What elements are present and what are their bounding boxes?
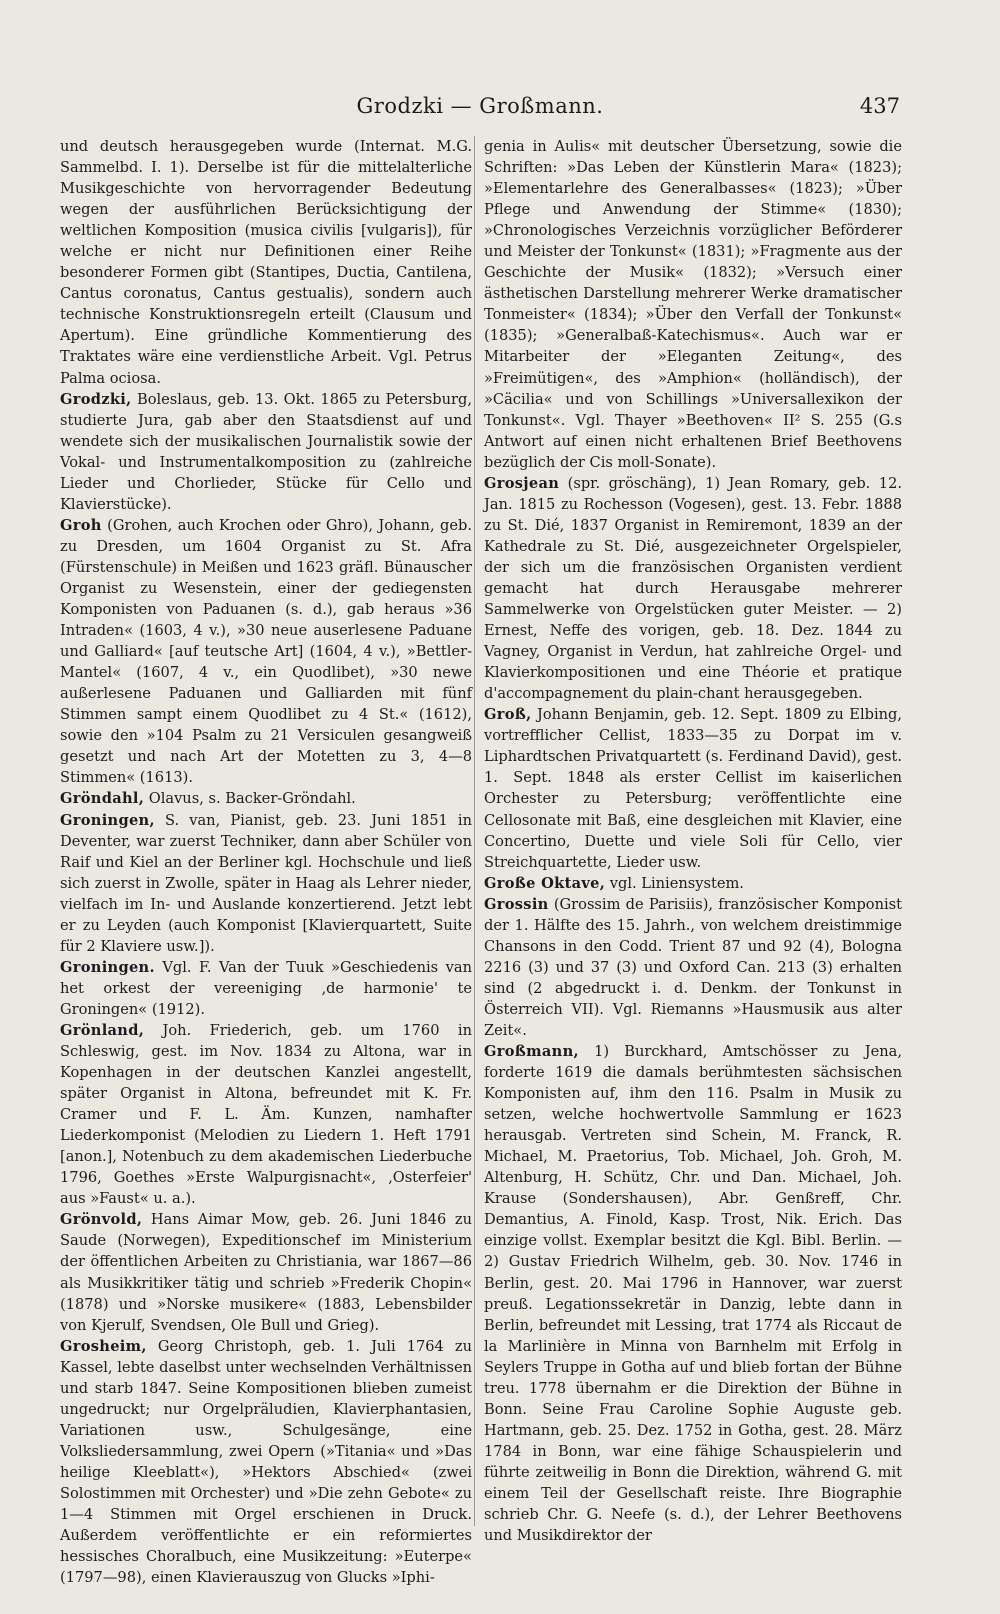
- entry-grosheim: [60, 1336, 472, 1589]
- entry-lemma: Groh: [60, 516, 102, 534]
- page-number: 437: [859, 94, 900, 118]
- continuation-text: und deutsch herausgegeben wurde (Internat. M.G. Sammelbd. I. 1). Derselbe ist für die mittelalterliche Musikgeschichte von hervorragender Bedeutung wegen der ausführlichen Berücksichtigung der weltlichen Komposition (musica civilis [vulgaris]), für welche er nicht nur Definitionen einer Reihe besonderer Formen gibt (Stantipes, Ductia, Cantilena, Cantus coronatus, Cantus gestualis), sondern auch technische Konstruktionsregeln erteilt (Clausum und Apertum). Eine gründliche Kommentierung des Traktates wäre eine verdienstliche Arbeit. Vgl. Petrus Palma ociosa.: [60, 138, 472, 387]
- entry-lemma: Grossin: [484, 895, 549, 913]
- entry-text: Joh. Friederich, geb. um 1760 in Schleswig, gest. im Nov. 1834 zu Altona, war in Kopenhagen in der deutschen Kanzlei angestellt, später Organist in Altona, befreundet mit K. Fr. Cramer und F. L. Äm. Kunzen, namhafter Liederkomponist (Melodien zu Liedern 1. Heft 1791 [anon.], Notenbuch zu dem akademischen Liederbuche 1796, Goethes »Erste Walpurgisnacht«, ‚Osterfeier' aus »Faust« u. a.).: [60, 1021, 473, 1208]
- right-column: [484, 136, 902, 1546]
- entry-text: (spr. gröschäng), 1) Jean Romary, geb. 12. Jan. 1815 zu Rochesson (Vogesen), gest. 13. Febr. 1888 zu St. Dié, 1837 Organist in Remiremont, 1839 an der Kathedrale zu St. Dié, ausgezeichneter Orgelspieler, der sich um die französischen Organisten verdient gemacht hat durch Herausgabe mehrerer Sammelwerke von Orgelstücken guter Meister. — 2) Ernest, Neffe des vorigen, geb. 18. Dez. 1844 zu Vagney, Organist in Verdun, hat zahlreiche Orgel- und Klavierkompositionen und eine Théorie et pratique d'accompagnement du plain-chant herausgegeben.: [484, 474, 903, 703]
- entry-grodzki: [60, 389, 472, 515]
- entry-text: Olavus, s. Backer-Gröndahl.: [148, 790, 356, 808]
- entry-text: Johann Benjamin, geb. 12. Sept. 1809 zu Elbing, vortrefflicher Cellist, 1833—35 zu Dorpat im v. Liphardtschen Privatquartett (s. Ferdinand David), gest. 1. Sept. 1848 als erster Cellist im kaiserlichen Orchester zu Petersburg; veröffentlichte eine Cellosonate mit Baß, eine desgleichen mit Klavier, eine Concertino, Duette und viele Soli für Cello, vier Streichquartette, Lieder usw.: [484, 706, 903, 871]
- entry-groningen-1: [60, 810, 472, 957]
- entry-text: Georg Christoph, geb. 1. Juli 1764 zu Kassel, lebte daselbst unter wechselnden Verhältnissen und starb 1847. Seine Kompositionen blieben zumeist ungedruckt; nur Orgelpräludien, Klavierphantasien, Variationen usw., Schulgesänge, eine Volksliedersammlung, zwei Opern (»Titania« und »Das heilige Kleeblatt«), »Hektors Abschied« (zwei Solostimmen mit Orchester) und »Die zehn Gebote« zu 1—4 Stimmen mit Orgel erschienen in Druck. Außerdem veröffentlichte er ein reformiertes hessisches Choralbuch, eine Musikzeitung: »Euterpe« (1797—98), einen Klavierauszug von Glucks »Iphi-: [60, 1337, 472, 1587]
- continuation-text: genia in Aulis« mit deutscher Übersetzung, sowie die Schriften: »Das Leben der Künstlerin Mara« (1823); »Elementarlehre des Generalbasses« (1823); »Über Pflege und Anwendung der Stimme« (1830); »Chronologisches Verzeichnis vorzüglicher Beförderer und Meister der Tonkunst« (1831); »Fragmente aus der Geschichte der Musik« (1832); »Versuch einer ästhetischen Darstellung mehrerer Werke dramatischer Tonmeister« (1834); »Über den Verfall der Tonkunst« (1835); »Generalbaß-Katechismus«. Auch war er Mitarbeiter der »Eleganten Zeitung«, des »Freimütigen«, des »Amphion« (holländisch), der »Cäcilia« und von Schillings »Universallexikon der Tonkunst«. Vgl. Thayer »Beethoven« II² S. 255 (G.s Antwort auf einen nicht erhaltenen Brief Beethovens bezüglich der Cis moll-Sonate).: [484, 138, 902, 471]
- entry-lemma: Grönvold,: [60, 1211, 143, 1229]
- entry-groh: [60, 515, 472, 789]
- entry-lemma: Groningen,: [60, 811, 155, 829]
- header-title: Grodzki — Großmann.: [356, 94, 604, 118]
- entry-groenland: [60, 1020, 472, 1209]
- entry-groenvold: [60, 1209, 472, 1335]
- entry-text: Hans Aimar Mow, geb. 26. Juni 1846 zu Saude (Norwegen), Expeditionschef im Ministerium der öffentlichen Arbeiten zu Christiania, war 1867—86 als Musikkritiker tätig und schrieb »Frederik Chopin« (1878) und »Norske musikere« (1883, Lebensbilder von Kjerulf, Svendsen, Ole Bull und Grieg).: [60, 1211, 472, 1334]
- entry-text: Vgl. F. Van der Tuuk »Geschiedenis van het orkest der vereeniging ‚de harmonie' te Groningen« (1912).: [60, 958, 472, 1018]
- entry-text: Boleslaus, geb. 13. Okt. 1865 zu Petersburg, studierte Jura, gab aber den Staatsdienst auf und wendete sich der musikalischen Journalistik sowie der Vokal- und Instrumentalkomposition zu (zahlreiche Lieder und Chorlieder, Stücke für Cello und Klavierstücke).: [60, 390, 472, 513]
- entry-lemma: Große Oktave,: [484, 874, 606, 892]
- entry-gross: [484, 704, 902, 872]
- entry-grossmann: [484, 1041, 902, 1546]
- entry-lemma: Großmann,: [484, 1043, 579, 1061]
- running-header: [60, 94, 900, 124]
- entry-lemma: Grönland,: [60, 1021, 145, 1039]
- column-divider: [474, 136, 475, 1526]
- entry-lemma: Grosjean: [484, 474, 560, 492]
- entry-groningen-2: [60, 957, 472, 1020]
- entry-groendahl: [60, 788, 472, 809]
- entry-grosse-oktave: [484, 873, 902, 894]
- entry-lemma: Grodzki,: [60, 390, 132, 408]
- entry-text: vgl. Liniensystem.: [609, 874, 744, 892]
- entry-lemma: Grosheim,: [60, 1337, 147, 1355]
- entry-text: 1) Burckhard, Amtschösser zu Jena, forderte 1619 die damals berühmtesten sächsischen Komponisten auf, ihm den 116. Psalm in Musik zu setzen, welche hochwertvolle Sammlung er 1623 herausgab. Vertreten sind Schein, M. Franck, R. Michael, M. Praetorius, Tob. Michael, Joh. Groh, M. Altenburg, H. Schütz, Chr. und Dan. Michael, Joh. Krause (Sondershausen), Abr. Genßreff, Chr. Demantius, A. Finold, Kasp. Trost, Nik. Erich. Das einzige vollst. Exemplar besitzt die Kgl. Bibl. Berlin. — 2) Gustav Friedrich Wilhelm, geb. 30. Nov. 1746 in Berlin, gest. 20. Mai 1796 in Hannover, war zuerst preuß. Legationssekretär in Danzig, lebte dann in Berlin, befreundet mit Lessing, trat 1774 als Riccaut de la Marlinière in Minna von Barnhelm mit Erfolg in Seylers Truppe in Gotha auf und blieb fortan der Bühne treu. 1778 übernahm er die Direktion der Bühne in Bonn. Seine Frau Caroline Sophie Auguste geb. Hartmann, geb. 25. Dez. 1752 in Gotha, gest. 28. März 1784 in Bonn, war eine fähige Schauspielerin und führte zeitweilig in Bonn die Direktion, während G. mit einem Teil der Gesellschaft reiste. Ihre Biographie schrieb Chr. G. Neefe (s. d.), der Lehrer Beethovens und Musikdirektor der: [484, 1043, 903, 1545]
- entry-grosjean: [484, 473, 902, 705]
- left-column: [60, 136, 472, 1588]
- entry-text: S. van, Pianist, geb. 23. Juni 1851 in Deventer, war zuerst Techniker, dann aber Schüler von Raif und Kiel an der Berliner kgl. Hochschule und ließ sich zuerst in Zwolle, später in Haag als Lehrer nieder, vielfach im In- und Auslande konzertierend. Jetzt lebt er zu Leyden (auch Komponist [Klavierquartett, Suite für 2 Klaviere usw.]).: [60, 811, 472, 955]
- entry-lemma: Groß,: [484, 706, 532, 724]
- entry-lemma: Groningen.: [60, 958, 155, 976]
- entry-lemma: Gröndahl,: [60, 790, 145, 808]
- entry-grossin: [484, 894, 902, 1041]
- entry-text: (Grossim de Parisiis), französischer Komponist der 1. Hälfte des 15. Jahrh., von welchem dreistimmige Chansons in den Codd. Trient 87 und 92 (4), Bologna 2216 (3) und 37 (3) und Oxford Can. 213 (3) erhalten sind (2 abgedruckt i. d. Denkm. der Tonkunst in Österreich VII). Vgl. Riemanns »Hausmusik aus alter Zeit«.: [484, 895, 902, 1039]
- entry-text: (Grohen, auch Krochen oder Ghro), Johann, geb. zu Dresden, um 1604 Organist zu St. Afra (Fürstenschule) in Meißen und 1623 gräfl. Bünauscher Organist zu Wesenstein, einer der gediegensten Komponisten von Paduanen (s. d.), gab heraus »36 Intraden« (1603, 4 v.), »30 neue auserlesene Paduane und Galliard« [auf teutsche Art] (1604, 4 v.), »Bettler-Mantel« (1607, 4 v., ein Quodlibet), »30 newe außerlesene Paduanen und Galliarden mit fünf Stimmen sampt einem Quodlibet zu 4 St.« (1612), sowie den »104 Psalm zu 21 Versiculen gesangweiß gesetzt und nach Art der Motetten zu 3, 4—8 Stimmen« (1613).: [60, 516, 472, 787]
